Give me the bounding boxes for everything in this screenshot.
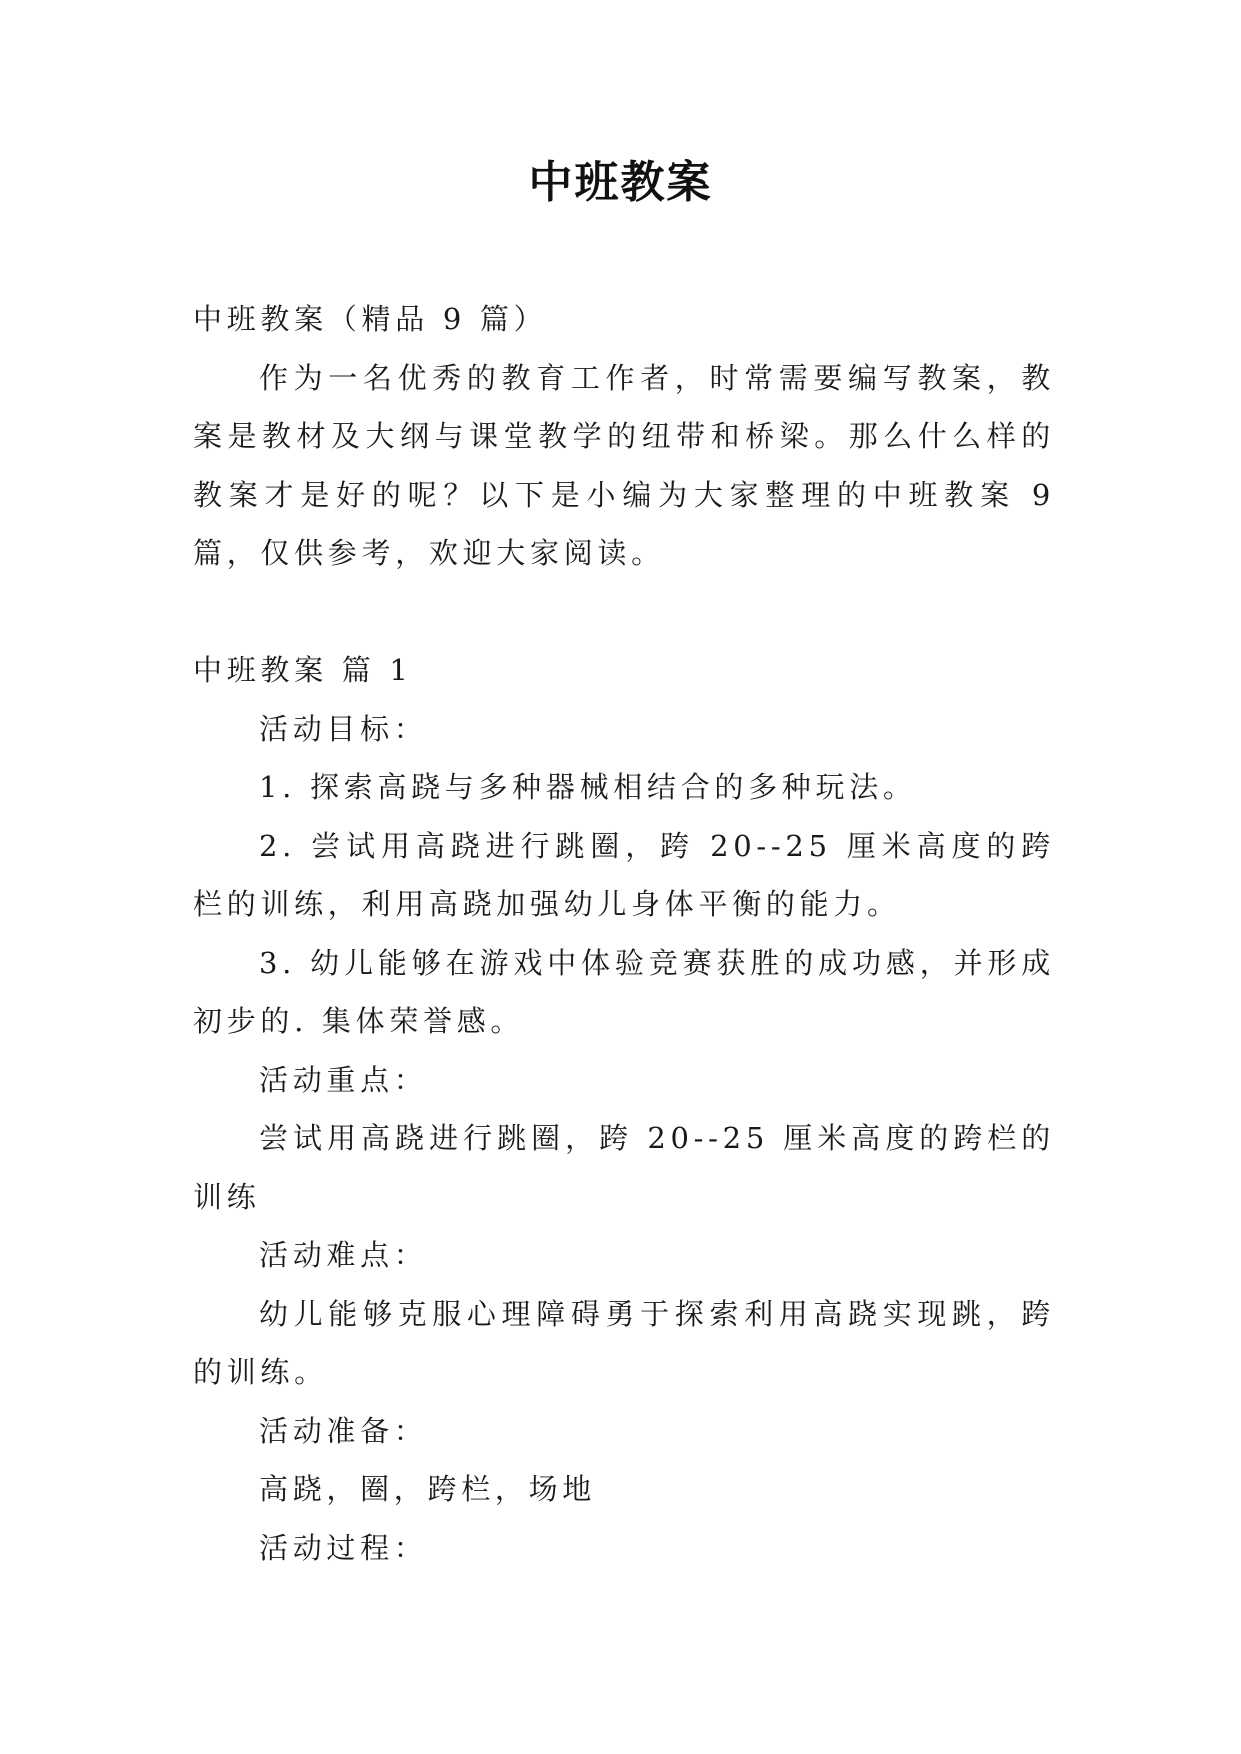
difficulty-text: 幼儿能够克服心理障碍勇于探索利用高跷实现跳，跨的训练。 — [193, 1296, 1055, 1389]
document-subtitle: 中班教案（精品 9 篇） — [193, 302, 548, 336]
goal-item-3: 3. 幼儿能够在游戏中体验竞赛获胜的成功感，并形成初步的. 集体荣誉感。 — [193, 945, 1055, 1038]
document-body — [193, 290, 1055, 1577]
key-point-text: 尝试用高跷进行跳圈，跨 20--25 厘米高度的跨栏的训练 — [193, 1121, 1055, 1214]
document-title: 中班教案 — [528, 157, 713, 208]
process-label: 活动过程： — [259, 1530, 428, 1565]
goal-item-1: 1. 探索高跷与多种器械相结合的多种玩法。 — [259, 770, 917, 804]
key-point-label: 活动重点： — [259, 1062, 428, 1097]
section-heading: 中班教案 篇 1 — [193, 653, 413, 687]
goal-item-2: 2. 尝试用高跷进行跳圈，跨 20--25 厘米高度的跨栏的训练，利用高跷加强幼儿身体平衡的能力。 — [193, 828, 1055, 921]
preparation-label: 活动准备： — [259, 1413, 428, 1448]
difficulty-label: 活动难点： — [259, 1238, 428, 1272]
preparation-text: 高跷，圈，跨栏，场地 — [259, 1472, 597, 1506]
goals-label: 活动目标： — [259, 711, 428, 746]
intro-paragraph: 作为一名优秀的教育工作者，时常需要编写教案，教案是教材及大纲与课堂教学的纽带和桥梁。那么什么样的教案才是好的呢？以下是小编为大家整理的中班教案 9 篇，仅供参考，欢迎大家阅读。 — [193, 360, 1055, 570]
